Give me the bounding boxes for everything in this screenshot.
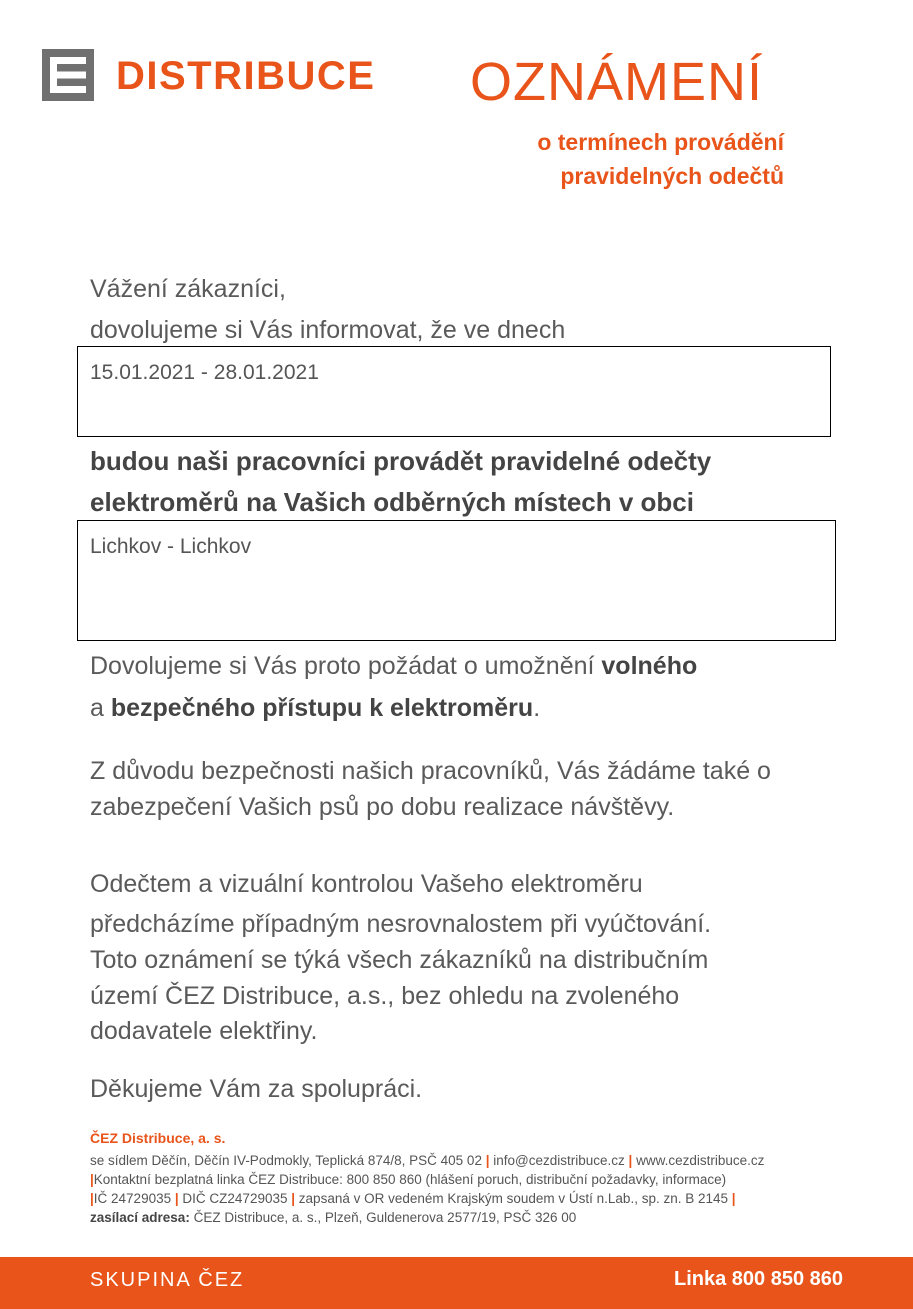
footer-email[interactable]: info@cezdistribuce.cz <box>493 1153 625 1168</box>
info-line-3: Toto oznámení se týká všech zákazníků na distribučním <box>90 946 709 974</box>
footer-mail-address: ČEZ Distribuce, a. s., Plzeň, Guldenerova 2577/19, PSČ 326 00 <box>189 1210 577 1225</box>
intro-text: dovolujeme si Vás informovat, že ve dnech <box>90 316 566 344</box>
dogs-line-1: Z důvodu bezpečnosti našich pracovníků, Vás žádáme také o <box>90 757 771 785</box>
cez-logo <box>42 49 94 101</box>
request-line-1 <box>90 648 697 684</box>
footer-separator: | <box>90 1191 94 1206</box>
footer-band <box>0 1257 913 1309</box>
footer-separator: | <box>485 1153 490 1168</box>
footer-separator: | <box>174 1191 179 1206</box>
request-bold-1: volného <box>601 652 698 680</box>
subtitle-line-2: pravidelných odečtů <box>560 163 784 189</box>
thanks-text: Děkujeme Vám za spolupráci. <box>90 1075 423 1103</box>
dates-box <box>77 346 831 437</box>
footer-register: zapsaná v OR vedeném Krajským soudem v Ústí n.Lab., sp. zn. B 2145 <box>298 1191 729 1206</box>
footer-separator: | <box>731 1191 736 1206</box>
footer-separator: | <box>628 1153 633 1168</box>
footer-company: ČEZ Distribuce, a. s. <box>90 1130 226 1146</box>
footer-dic: DIČ CZ24729035 <box>182 1191 288 1206</box>
hotline-number: Linka 800 850 860 <box>673 1268 843 1290</box>
location-box <box>77 520 836 641</box>
request-end: . <box>533 694 541 722</box>
footer-mail-line <box>90 1208 576 1227</box>
request-line-2 <box>90 690 540 726</box>
subtitle-line-1: o termínech provádění <box>537 129 784 155</box>
page-subtitle <box>474 125 784 193</box>
footer-registry-line <box>90 1189 736 1208</box>
footer-address: se sídlem Děčín, Děčín IV-Podmokly, Teplická 874/8, PSČ 405 02 <box>90 1153 482 1168</box>
location-value: Lichkov - Lichkov <box>90 535 252 558</box>
footer-hotline: Kontaktní bezplatná linka ČEZ Distribuce: 800 850 860 (hlášení poruch, distribuční požadavky, informace) <box>93 1172 727 1187</box>
brand-name: DISTRIBUCE <box>116 54 376 98</box>
notice-line-2: elektroměrů na Vašich odběrných místech v obci <box>90 487 694 517</box>
dogs-line-2: zabezpečení Vašich psů po dobu realizace návštěvy. <box>90 793 675 821</box>
footer-hotline-line <box>90 1170 726 1189</box>
dates-value: 15.01.2021 - 28.01.2021 <box>90 361 319 384</box>
footer-ic: IČ 24729035 <box>93 1191 172 1206</box>
group-name: SKUPINA ČEZ <box>90 1269 245 1291</box>
page-title: OZNÁMENÍ <box>470 52 764 112</box>
request-text-2: a <box>90 694 111 722</box>
footer-mail-label: zasílací adresa: <box>90 1210 190 1225</box>
info-line-2: předcházíme případným nesrovnalostem při vyúčtování. <box>90 910 712 938</box>
greeting: Vážení zákazníci, <box>90 275 286 303</box>
cez-logo-icon <box>50 57 86 93</box>
info-line-5: dodavatele elektřiny. <box>90 1017 318 1045</box>
notice-line-1: budou naši pracovníci provádět pravidelné odečty <box>90 446 712 476</box>
request-text-1: Dovolujeme si Vás proto požádat o umožnění <box>90 652 602 680</box>
info-line-1: Odečtem a vizuální kontrolou Vašeho elektroměru <box>90 870 643 898</box>
request-bold-2: bezpečného přístupu k elektroměru <box>110 694 534 722</box>
info-line-4: území ČEZ Distribuce, a.s., bez ohledu na zvoleného <box>90 982 680 1010</box>
footer-separator: | <box>90 1172 94 1187</box>
footer-address-line <box>90 1151 764 1170</box>
footer-separator: | <box>291 1191 296 1206</box>
footer-web[interactable]: www.cezdistribuce.cz <box>636 1153 765 1168</box>
